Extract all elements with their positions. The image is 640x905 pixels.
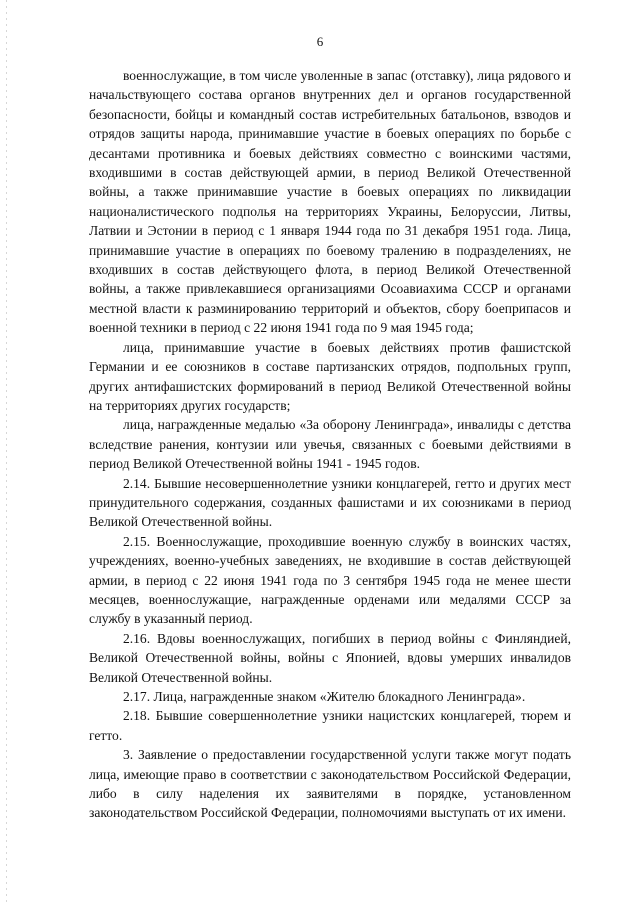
document-body (89, 66, 571, 823)
page-number: 6 (316, 34, 324, 49)
paragraph-2-17: 2.17. Лица, награжденные знаком «Жителю блокадного Ленинграда». (123, 689, 526, 704)
paragraph-2-14: 2.14. Бывшие несовершеннолетние узники концлагерей, гетто и других мест принудительного содержания, созданных фашистами и их союзниками в период Великой Отечественной войны. (89, 475, 571, 530)
paragraph-3: 3. Заявление о предоставлении государственной услуги также могут подать лица, имеющие право в соответствии с законодательством Российской Федерации, либо в силу наделения их заявителями в порядке, установленном законодательством Российской Федерации, полномочиями выступать от их имени. (89, 747, 571, 821)
paragraph-partisans: лица, принимавшие участие в боевых действиях против фашистской Германии и ее союзников в составе партизанских отрядов, подпольных групп, других антифашистских формирований в период Великой Отечественной войны на территориях других государств; (89, 339, 571, 413)
paragraph-2-16: 2.16. Вдовы военнослужащих, погибших в период войны с Финляндией, Великой Отечественной войны, войны с Японией, вдовы умерших инвалидов Великой Отечественной войны. (89, 630, 571, 685)
paragraph-combatants: военнослужащие, в том числе уволенные в запас (отставку), лица рядового и начальствующего состава органов внутренних дел и органов государственной безопасности, бойцы и командный состав истребительных батальонов, взводов и отрядов защиты народа, принимавшие участие в боевых операциях по борьбе с десантами противника и боевых действиях совместно с воинскими частями, входившими в состав действующей армии, в период Великой Отечественной войны, а также принимавшие участие в боевых операциях по ликвидации националистического подполья на территориях Украины, Белоруссии, Литвы, Латвии и Эстонии в период с 1 января 1944 года по 31 декабря 1951 года. Лица, принимавшие участие в операциях по боевому тралению в подразделениях, не входивших в состав действующего флота, в период Великой Отечественной войны, а также привлекавшиеся организациями Осоавиахима СССР и органами местной власти к разминированию территорий и объектов, сбору боеприпасов и военной техники в период с 22 июня 1941 года по 9 мая 1945 года; (89, 68, 571, 336)
paragraph-2-18: 2.18. Бывшие совершеннолетние узники нацистских концлагерей, тюрем и гетто. (89, 708, 571, 743)
paragraph-2-15: 2.15. Военнослужащие, проходившие военную службу в воинских частях, учреждениях, военно-учебных заведениях, не входившие в состав действующей армии, в период с 22 июня 1941 года по 3 сентября 1945 года не менее шести месяцев, военнослужащие, награжденные орденами или медалями СССР за службу в указанный период. (89, 533, 571, 627)
paragraph-leningrad-medal: лица, награжденные медалью «За оборону Ленинграда», инвалиды с детства вследствие ранения, контузии или увечья, связанных с боевыми действиями в период Великой Отечественной войны 1941 - 1945 годов. (89, 417, 571, 472)
scan-edge-artifact (6, 0, 7, 905)
